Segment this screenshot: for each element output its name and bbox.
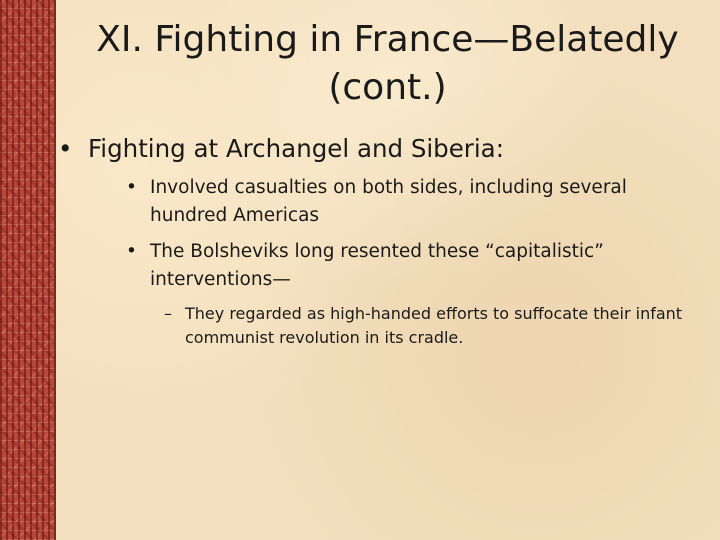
slide-body (58, 132, 698, 350)
bullet-level-1 (58, 132, 698, 166)
bullet-marker: • (126, 177, 137, 198)
bullet-text: Involved casualties on both sides, including several hundred Americas (150, 177, 627, 226)
dash-marker: – (164, 304, 172, 323)
bullet-level-2 (126, 174, 698, 230)
bullet-level-3 (164, 302, 698, 350)
bullet-marker: • (126, 241, 137, 262)
bullet-text: The Bolsheviks long resented these “capitalistic” interventions— (150, 241, 604, 290)
bullet-marker: • (58, 134, 73, 163)
bullet-level-2 (126, 238, 698, 294)
title-line-1: XI. Fighting in France—Belatedly (96, 19, 679, 60)
bullet-text: Fighting at Archangel and Siberia: (88, 134, 504, 163)
decorative-border (0, 0, 56, 540)
bullet-text: They regarded as high-handed efforts to suffocate their infant communist revolution in its cradle. (185, 304, 683, 347)
title-line-2: (cont.) (328, 67, 447, 108)
slide-title (60, 16, 715, 112)
